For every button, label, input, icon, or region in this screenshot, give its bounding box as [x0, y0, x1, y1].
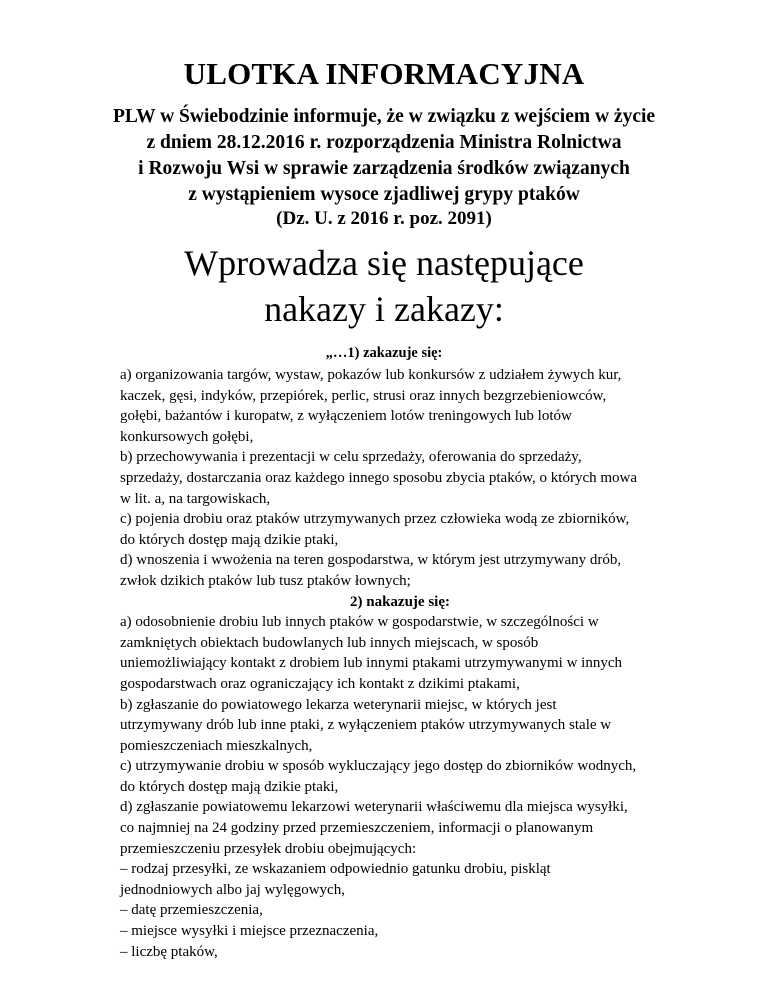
body-line: kaczek, gęsi, indyków, przepiórek, perlic, strusi oraz innych bezgrzebieniowców,: [120, 387, 607, 404]
body-line: b) zgłaszanie do powiatowego lekarza weterynarii miejsc, w których jest: [120, 696, 557, 713]
body-line: c) pojenia drobiu oraz ptaków utrzymywanych przez człowieka wodą ze zbiorników,: [120, 511, 630, 528]
intro-line: i Rozwoju Wsi w sprawie zarządzenia środków związanych: [138, 158, 630, 179]
body-line: d) wnoszenia i wwożenia na teren gospodarstwa, w którym jest utrzymywany drób,: [120, 552, 622, 569]
section1-title: „…1) zakazuje się:: [325, 345, 443, 361]
body-text: [120, 365, 680, 962]
body-line: – datę przemieszczenia,: [120, 902, 263, 919]
body-line: co najmniej na 24 godziny przed przemieszczeniem, informacji o planowanym: [120, 820, 594, 837]
main-heading: [0, 240, 768, 332]
body-line: do których dostęp mają dzikie ptaki,: [120, 778, 339, 795]
body-line: – miejsce wysyłki i miejsce przeznaczenia,: [120, 923, 379, 940]
intro-line: PLW w Świebodzinie informuje, że w związku z wejściem w życie: [112, 106, 656, 127]
body-line: uniemożliwiający kontakt z drobiem lub innymi ptakami utrzymywanymi w innych: [120, 655, 622, 672]
document-title: ULOTKA INFORMACYJNA: [183, 56, 585, 91]
intro-line: z wystąpieniem wysoce zjadliwej grypy ptaków: [188, 184, 580, 205]
main-heading-line: Wprowadza się następujące: [184, 243, 584, 283]
body-line: gospodarstwach oraz ograniczający ich kontakt z dzikimi ptakami,: [120, 675, 520, 692]
intro-paragraph: [0, 104, 768, 208]
body-line: utrzymywany drób lub inne ptaki, z wyłączeniem ptaków utrzymywanych stale w: [120, 717, 612, 734]
body-line: do których dostęp mają dzikie ptaki,: [120, 531, 339, 548]
body-line: – rodzaj przesyłki, ze wskazaniem odpowiednio gatunku drobiu, piskląt: [120, 861, 551, 878]
body-line: w lit. a, na targowiskach,: [120, 490, 271, 507]
body-line: – liczbę ptaków,: [120, 943, 218, 960]
section2-title: 2) nakazuje się:: [350, 593, 450, 610]
body-line: jednodniowych albo jaj wylęgowych,: [120, 881, 345, 898]
body-line: pomieszczeniach mieszkalnych,: [120, 737, 313, 754]
body-line: b) przechowywania i prezentacji w celu sprzedaży, oferowania do sprzedaży,: [120, 449, 582, 466]
body-line: przemieszczeniu przesyłek drobiu obejmujących:: [120, 840, 417, 857]
body-line: zamkniętych obiektach budowlanych lub innych miejscach, w sposób: [120, 634, 539, 651]
body-line: a) organizowania targów, wystaw, pokazów lub konkursów z udziałem żywych kur,: [120, 367, 622, 383]
body-line: c) utrzymywanie drobiu w sposób wykluczający jego dostęp do zbiorników wodnych,: [120, 758, 637, 775]
main-heading-line: nakazy i zakazy:: [264, 289, 504, 329]
body-line: d) zgłaszanie powiatowemu lekarzowi weterynarii właściwemu dla miejsca wysyłki,: [120, 799, 628, 816]
body-line: sprzedaży, dostarczania oraz każdego innego sposobu zbycia ptaków, o których mowa: [120, 469, 638, 486]
legal-reference: (Dz. U. z 2016 r. poz. 2091): [276, 208, 492, 229]
body-line: konkursowych gołębi,: [120, 428, 254, 445]
body-line: gołębi, bażantów i kuropatw, z wyłączeniem lotów treningowych lub lotów: [120, 408, 572, 425]
intro-line: z dniem 28.12.2016 r. rozporządzenia Ministra Rolnictwa: [146, 132, 622, 153]
body-line: a) odosobnienie drobiu lub innych ptaków w gospodarstwie, w szczególności w: [120, 614, 599, 631]
body-line: zwłok dzikich ptaków lub tusz ptaków łownych;: [120, 572, 411, 589]
